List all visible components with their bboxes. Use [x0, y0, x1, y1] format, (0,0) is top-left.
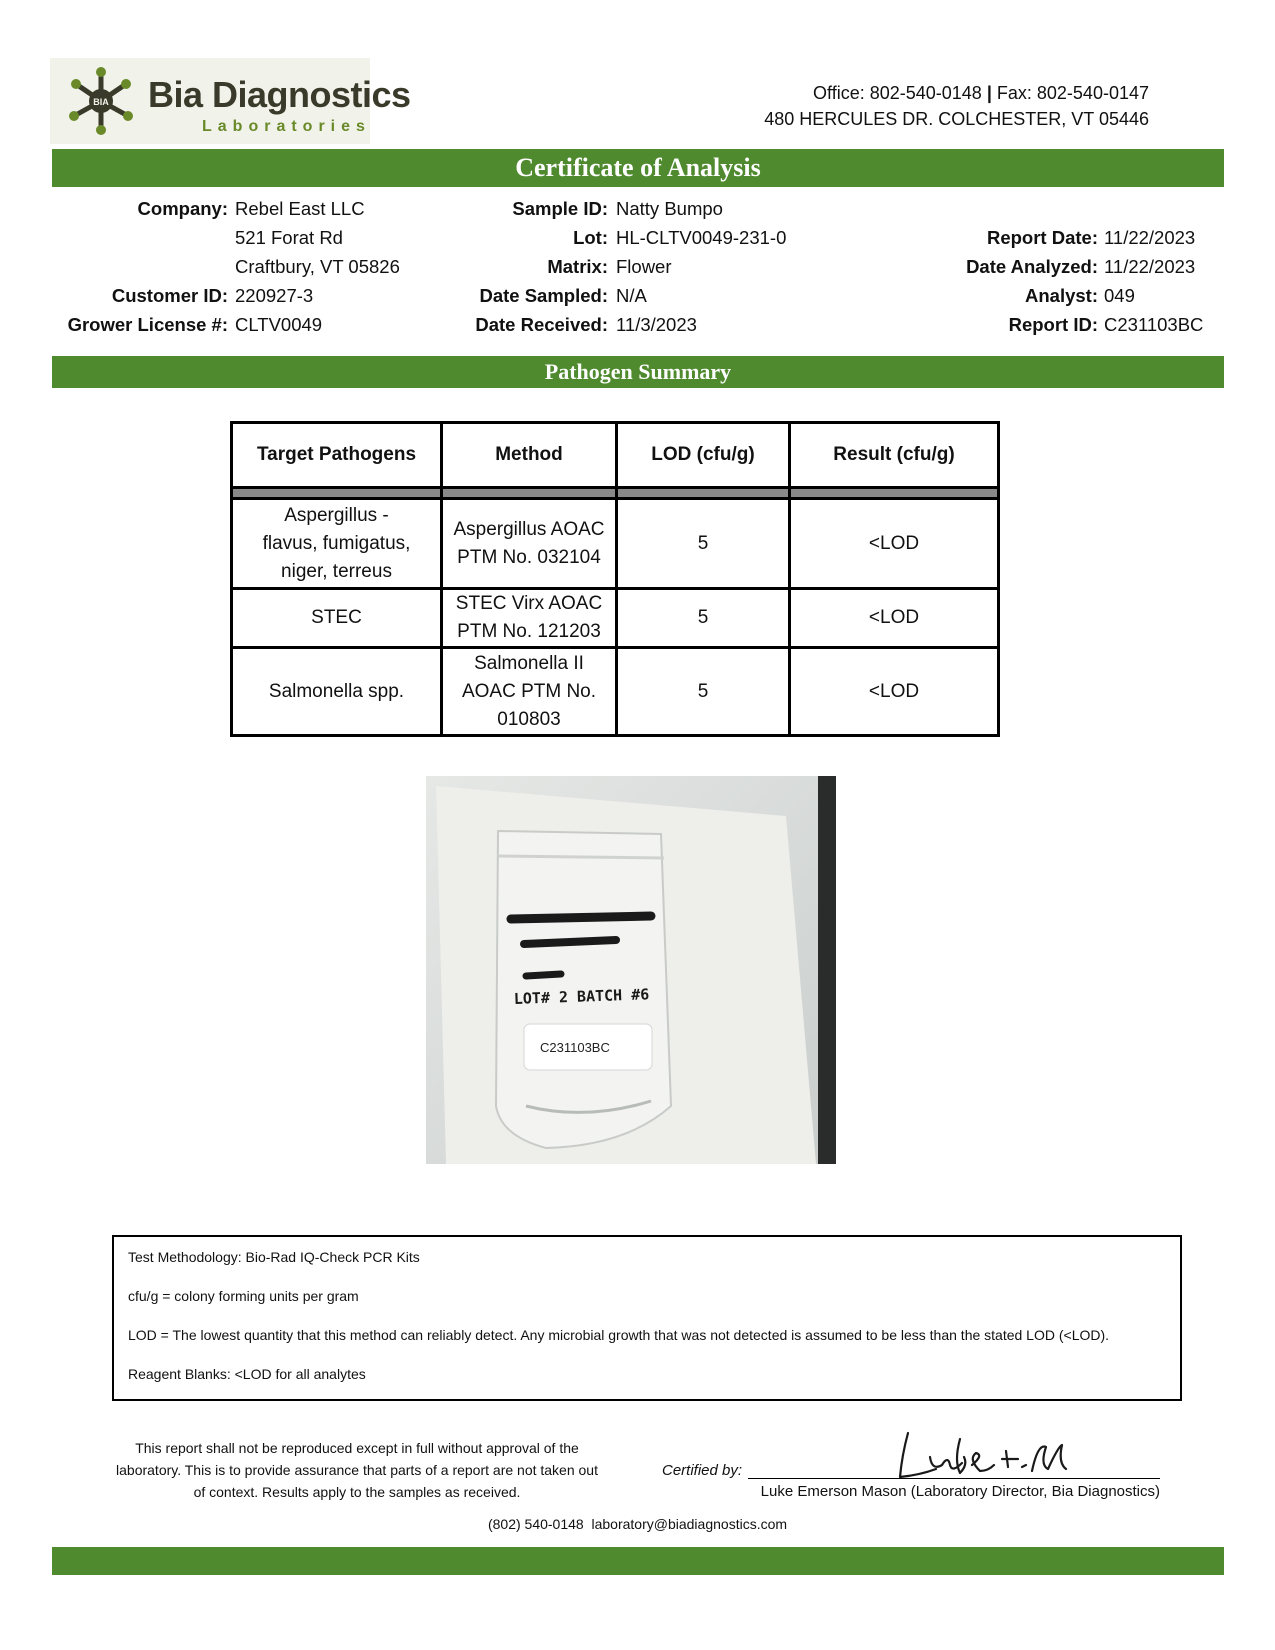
- lod-cell: 5: [617, 499, 790, 589]
- note-reagent: Reagent Blanks: <LOD for all analytes: [128, 1366, 366, 1382]
- grower-license: CLTV0049: [235, 314, 323, 335]
- lab-address: 480 HERCULES DR. COLCHESTER, VT 05446: [764, 109, 1149, 129]
- lod-cell: 5: [617, 589, 790, 648]
- note-lod: LOD = The lowest quantity that this method can reliably detect. Any microbial growth that was not detected is assumed to be less than the stated LOD (<LOD).: [128, 1327, 1110, 1343]
- company-city: Craftbury, VT 05826: [235, 256, 400, 277]
- lab-contact: Office: 802-540-0148 | Fax: 802-540-0147 480 HERCULES DR. COLCHESTER, VT 05446: [764, 80, 1149, 132]
- footer-email: laboratory@biadiagnostics.com: [591, 1516, 788, 1532]
- matrix-value: Flower: [616, 256, 672, 277]
- date-sampled-label: Date Sampled:: [479, 285, 608, 306]
- customer-id-label: Customer ID:: [111, 285, 228, 306]
- footer-phone: (802) 540-0148: [487, 1516, 584, 1532]
- signature-image: [890, 1425, 1070, 1485]
- lod-cell: 5: [617, 648, 790, 736]
- analyst-id: 049: [1104, 285, 1135, 306]
- sample-photo: [426, 776, 836, 1164]
- pathogen-cell: STEC: [232, 589, 442, 648]
- signer-name: Luke Emerson Mason (Laboratory Director, Bia Diagnostics): [760, 1483, 1160, 1500]
- note-cfu: cfu/g = colony forming units per gram: [128, 1288, 359, 1304]
- certified-by-label: Certified by:: [662, 1462, 743, 1479]
- table-header-row: [232, 423, 999, 488]
- result-cell: <LOD: [790, 648, 999, 736]
- molecule-logo-icon: [64, 66, 138, 136]
- pathogen-cell: Aspergillus - flavus, fumigatus, niger, terreus: [232, 499, 442, 589]
- report-id-label: Report ID:: [1008, 314, 1098, 335]
- method-cell: Aspergillus AOAC PTM No. 032104: [442, 499, 617, 589]
- table-row: [232, 499, 999, 589]
- logo-subtitle: Laboratories: [202, 118, 371, 135]
- date-analyzed-label: Date Analyzed:: [966, 256, 1098, 277]
- lot-label: Lot:: [573, 227, 608, 248]
- report-date: 11/22/2023: [1104, 227, 1196, 248]
- table-row: [232, 648, 999, 736]
- date-analyzed: 11/22/2023: [1104, 256, 1196, 277]
- signature-line: [748, 1478, 1160, 1479]
- grower-license-label: Grower License #:: [67, 314, 228, 335]
- column-header: Target Pathogens: [232, 423, 442, 488]
- matrix-label: Matrix:: [547, 256, 608, 277]
- column-header: LOD (cfu/g): [617, 423, 790, 488]
- method-cell: STEC Virx AOAC PTM No. 121203: [442, 589, 617, 648]
- sample-id-label: Sample ID:: [512, 198, 608, 219]
- report-id: C231103BC: [1104, 314, 1204, 335]
- fax-number: Fax: 802-540-0147: [996, 83, 1149, 103]
- lot-number: HL-CLTV0049-231-0: [616, 227, 787, 248]
- footer-bar: [52, 1547, 1224, 1575]
- company-street: 521 Forat Rd: [235, 227, 343, 248]
- report-date-label: Report Date:: [986, 227, 1098, 248]
- sample-id: Natty Bumpo: [616, 198, 723, 219]
- note-methodology: Test Methodology: Bio-Rad IQ-Check PCR Kits: [128, 1249, 420, 1265]
- customer-id: 220927-3: [235, 285, 314, 306]
- company-label: Company:: [137, 198, 228, 219]
- pathogen-summary-title: Pathogen Summary: [52, 356, 1224, 388]
- disclaimer: This report shall not be reproduced except in full without approval of the laboratory. This is to provide assurance that parts of a report are not taken out of context. Results apply to the samples as received.: [116, 1440, 598, 1500]
- table-row: [232, 589, 999, 648]
- logo-name: Bia Diagnostics: [148, 74, 411, 115]
- method-cell: Salmonella II AOAC PTM No. 010803: [442, 648, 617, 736]
- analyst-label: Analyst:: [1025, 285, 1098, 306]
- date-sampled: N/A: [616, 285, 647, 306]
- company-logo: [50, 58, 411, 144]
- pathogen-table: [230, 421, 1000, 737]
- result-cell: <LOD: [790, 499, 999, 589]
- office-phone: Office: 802-540-0148: [813, 83, 982, 103]
- column-header: Result (cfu/g): [790, 423, 999, 488]
- methodology-notes: [112, 1235, 1182, 1401]
- bag-handwriting: LOT# 2 BATCH #6: [513, 985, 650, 1008]
- footer-contact: [0, 1516, 1275, 1532]
- column-header: Method: [442, 423, 617, 488]
- svg-text:BIA: BIA: [93, 97, 109, 107]
- certificate-title: Certificate of Analysis: [52, 149, 1224, 187]
- pathogen-cell: Salmonella spp.: [232, 648, 442, 736]
- result-cell: <LOD: [790, 589, 999, 648]
- bag-label: C231103BC: [540, 1040, 610, 1055]
- header-separator: [232, 488, 999, 499]
- date-received: 11/3/2023: [616, 314, 697, 335]
- company-name: Rebel East LLC: [235, 198, 365, 219]
- date-received-label: Date Received:: [475, 314, 608, 335]
